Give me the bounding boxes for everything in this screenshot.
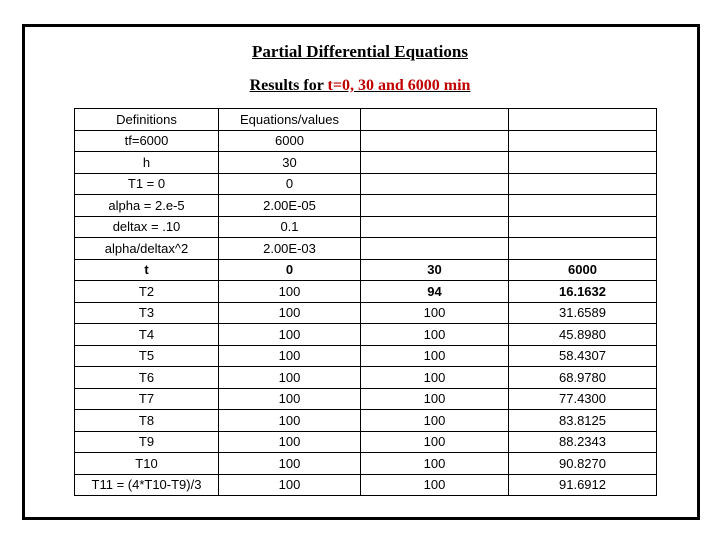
table-cell: 100 [219, 302, 361, 324]
table-cell: T8 [75, 410, 219, 432]
table-cell: T10 [75, 453, 219, 475]
table-cell: 100 [361, 474, 509, 496]
table-cell: 100 [361, 453, 509, 475]
table-cell: T6 [75, 367, 219, 389]
table-cell: 100 [361, 345, 509, 367]
table-cell: 6000 [509, 259, 657, 281]
table-cell [509, 195, 657, 217]
table-cell: 94 [361, 281, 509, 303]
table-cell [361, 109, 509, 131]
table-cell: alpha/deltax^2 [75, 238, 219, 260]
table-cell: 100 [219, 345, 361, 367]
results-table [74, 108, 657, 496]
table-row [75, 281, 657, 303]
table-cell: T4 [75, 324, 219, 346]
table-cell: 2.00E-03 [219, 238, 361, 260]
table-cell: 30 [219, 152, 361, 174]
table-cell: 100 [219, 324, 361, 346]
table-row [75, 345, 657, 367]
table-cell: 31.6589 [509, 302, 657, 324]
table-cell: T5 [75, 345, 219, 367]
table-cell: tf=6000 [75, 130, 219, 152]
table-cell: 58.4307 [509, 345, 657, 367]
table-cell: 0.1 [219, 216, 361, 238]
table-cell: 100 [361, 388, 509, 410]
table-cell: 100 [219, 431, 361, 453]
table-cell: 45.8980 [509, 324, 657, 346]
table-cell: 100 [219, 388, 361, 410]
table-row [75, 324, 657, 346]
table-cell: 100 [219, 281, 361, 303]
table-row [75, 453, 657, 475]
table-cell: Definitions [75, 109, 219, 131]
table-cell: t [75, 259, 219, 281]
table-cell [509, 152, 657, 174]
table-cell: 100 [219, 453, 361, 475]
results-header-row [75, 259, 657, 281]
table-cell: deltax = .10 [75, 216, 219, 238]
table-cell: 16.1632 [509, 281, 657, 303]
table-cell [361, 173, 509, 195]
table-cell [509, 130, 657, 152]
table-cell [361, 216, 509, 238]
table-cell: 83.8125 [509, 410, 657, 432]
table-cell: 100 [219, 474, 361, 496]
table-cell: h [75, 152, 219, 174]
table-cell: 100 [219, 367, 361, 389]
header-row [75, 109, 657, 131]
table-cell: 68.9780 [509, 367, 657, 389]
table-cell: T9 [75, 431, 219, 453]
table-cell: 6000 [219, 130, 361, 152]
definition-row [75, 173, 657, 195]
table-cell: T11 = (4*T10-T9)/3 [75, 474, 219, 496]
table-cell: 90.8270 [509, 453, 657, 475]
table-cell [361, 195, 509, 217]
table-cell: 30 [361, 259, 509, 281]
definition-row [75, 238, 657, 260]
table-cell: T1 = 0 [75, 173, 219, 195]
table-cell: T3 [75, 302, 219, 324]
definition-row [75, 130, 657, 152]
subtitle-prefix: Results for [249, 77, 328, 94]
table-cell: 0 [219, 259, 361, 281]
table-cell [509, 238, 657, 260]
page-title: Partial Differential Equations [252, 42, 468, 61]
table-row [75, 431, 657, 453]
table-row [75, 367, 657, 389]
table-cell: 100 [361, 302, 509, 324]
table-row [75, 388, 657, 410]
definition-row [75, 216, 657, 238]
table-cell: 2.00E-05 [219, 195, 361, 217]
table-cell: 100 [219, 410, 361, 432]
definition-row [75, 195, 657, 217]
table-cell [361, 130, 509, 152]
table-cell: T2 [75, 281, 219, 303]
table-cell: 100 [361, 431, 509, 453]
table-cell: Equations/values [219, 109, 361, 131]
subtitle-highlight: t=0, 30 and 6000 min [327, 77, 471, 94]
table-cell: alpha = 2.e-5 [75, 195, 219, 217]
page-subtitle [0, 77, 720, 95]
table-row [75, 474, 657, 496]
definition-row [75, 152, 657, 174]
table-cell: 0 [219, 173, 361, 195]
table-row [75, 410, 657, 432]
table-cell: T7 [75, 388, 219, 410]
table-cell: 100 [361, 324, 509, 346]
table-cell [361, 238, 509, 260]
table-cell [361, 152, 509, 174]
table-cell: 91.6912 [509, 474, 657, 496]
table-cell [509, 173, 657, 195]
table-cell [509, 109, 657, 131]
table-cell [509, 216, 657, 238]
table-cell: 100 [361, 367, 509, 389]
table-cell: 100 [361, 410, 509, 432]
table-cell: 88.2343 [509, 431, 657, 453]
table-cell: 77.4300 [509, 388, 657, 410]
table-row [75, 302, 657, 324]
